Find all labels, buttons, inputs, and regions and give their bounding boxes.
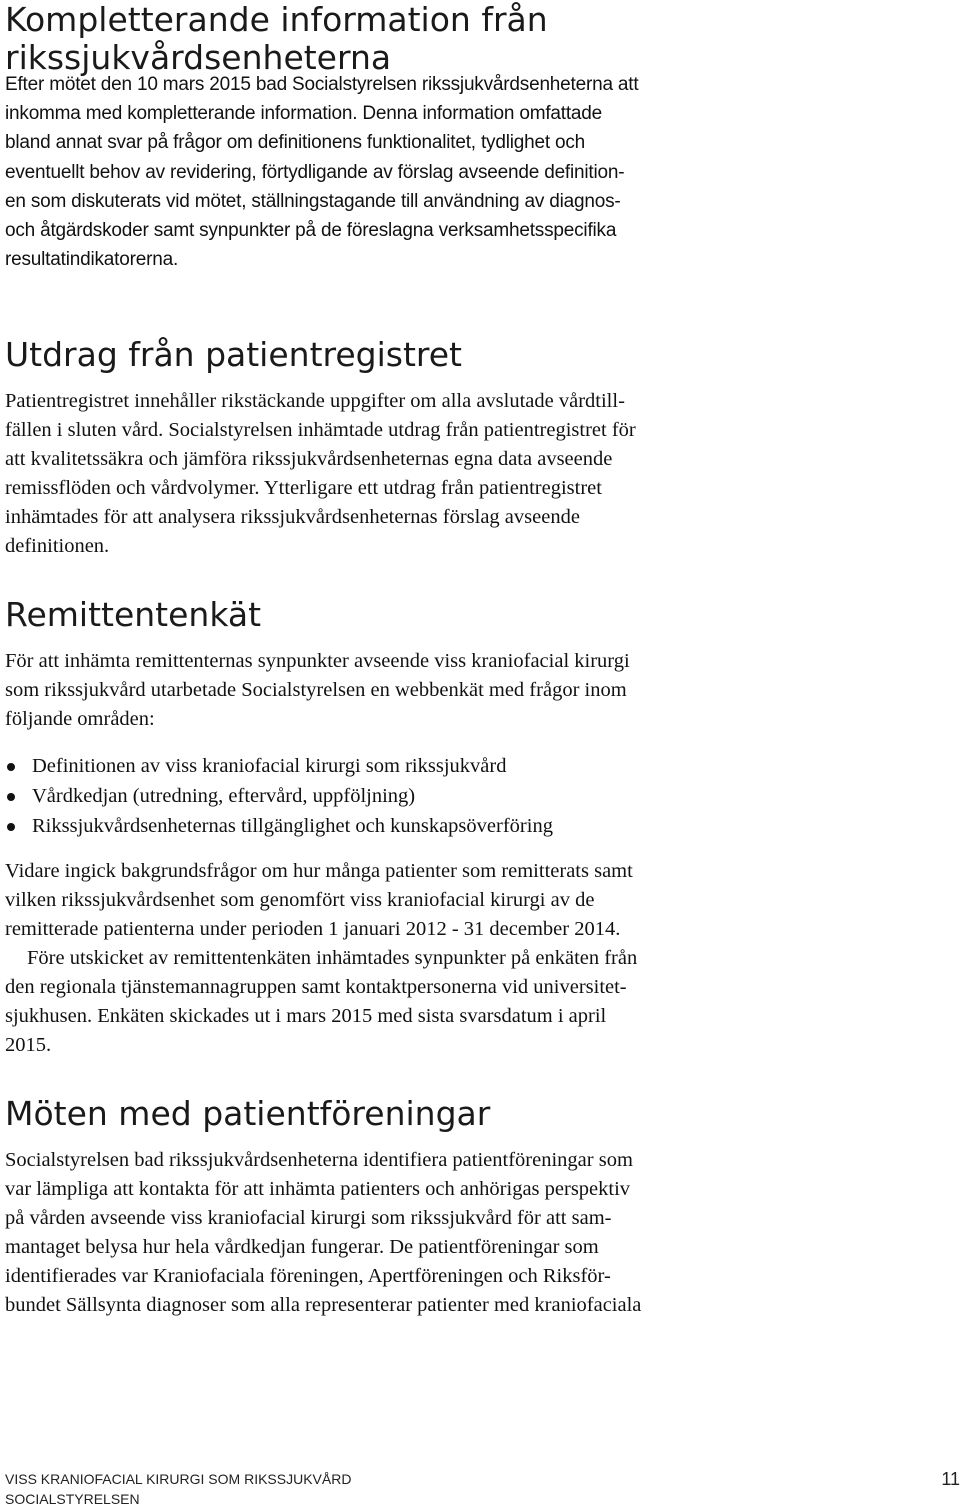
text-line: vilken rikssjukvårdsenhet som genomfört viss kraniofacial kirurgi av de <box>5 889 595 911</box>
text-line: bundet Sällsynta diagnoser som alla representerar patienter med kraniofaciala <box>5 1294 642 1316</box>
text-line: bland annat svar på frågor om definitionens funktionalitet, tydlighet och <box>5 132 586 154</box>
text-line: på vården avseende viss kraniofacial kirurgi som rikssjukvård för att sam- <box>5 1207 612 1229</box>
text-line: mantaget belysa hur hela vårdkedjan fungerar. De patientföreningar som <box>5 1236 599 1258</box>
text-line: Efter mötet den 10 mars 2015 bad Socialstyrelsen rikssjukvårdsenheterna att <box>5 74 639 95</box>
heading-moten-patientforeningar: Möten med patientföreningar <box>5 1094 491 1133</box>
text-line: fällen i sluten vård. Socialstyrelsen inhämtade utdrag från patientregistret för <box>5 419 636 441</box>
heading-remittentenkat: Remittentenkät <box>5 595 262 634</box>
bullet-icon <box>7 763 15 771</box>
text-line: sjukhusen. Enkäten skickades ut i mars 2015 med sista svarsdatum i april <box>5 1005 607 1027</box>
paragraph-remittentenkat-intro <box>5 647 765 734</box>
text-line: remitterade patienterna under perioden 1 januari 2012 - 31 december 2014. <box>5 918 621 940</box>
text-line: och åtgärdskoder samt synpunkter på de föreslagna verksamhetsspecifika <box>5 220 617 242</box>
bullet-list-omraden <box>5 751 553 841</box>
text-line: att kvalitetssäkra och jämföra rikssjukvårdsenheternas egna data avseende <box>5 448 613 470</box>
heading-kompletterande-information: Kompletterande information från rikssjukvårdsenheterna <box>5 0 548 77</box>
footer-organization: SOCIALSTYRELSEN <box>5 1491 140 1507</box>
text-line: följande områden: <box>5 708 155 730</box>
text-line: Före utskicket av remittentenkäten inhämtades synpunkter på enkäten från <box>27 947 638 969</box>
text-line: som rikssjukvård utarbetade Socialstyrelsen en webbenkät med frågor inom <box>5 679 627 701</box>
footer-document-title: VISS KRANIOFACIAL KIRURGI SOM RIKSSJUKVÅRD <box>5 1471 352 1487</box>
list-item <box>5 781 553 811</box>
text-line: identifierades var Kraniofaciala föreningen, Apertföreningen och Riksför- <box>5 1265 611 1287</box>
page-number: 11 <box>941 1469 960 1489</box>
list-item-text: Rikssjukvårdsenheternas tillgänglighet och kunskapsöverföring <box>32 815 553 837</box>
paragraph-vidare <box>5 857 765 944</box>
text-line: 2015. <box>5 1034 52 1056</box>
text-line: definitionen. <box>5 535 110 557</box>
heading-utdrag-patientregistret: Utdrag från patientregistret <box>5 335 462 374</box>
bullet-icon <box>7 793 15 801</box>
paragraph-fore-utskicket <box>5 944 765 1060</box>
list-item <box>5 751 553 781</box>
text-line: den regionala tjänstemannagruppen samt kontaktpersonerna vid universitet- <box>5 976 627 998</box>
list-item-text: Vårdkedjan (utredning, eftervård, uppföljning) <box>32 785 416 807</box>
text-line: eventuellt behov av revidering, förtydligande av förslag avseende definition- <box>5 161 625 183</box>
text-line: en som diskuterats vid mötet, ställningstagande till användning av diagnos- <box>5 190 621 212</box>
text-line: remissflöden och vårdvolymer. Ytterligare ett utdrag från patientregistret <box>5 477 602 499</box>
text-line: resultatindikatorerna. <box>5 249 179 271</box>
text-line: Patientregistret innehåller rikstäckande uppgifter om alla avslutade vårdtill- <box>5 390 625 412</box>
bullet-icon <box>7 823 15 831</box>
text-line: Vidare ingick bakgrundsfrågor om hur många patienter som remitterats samt <box>5 860 633 882</box>
list-item <box>5 811 553 841</box>
text-line: Socialstyrelsen bad rikssjukvårdsenheterna identifiera patientföreningar som <box>5 1149 633 1171</box>
list-item-text: Definitionen av viss kraniofacial kirurgi som rikssjukvård <box>32 755 507 777</box>
paragraph-kompletterande <box>5 70 765 274</box>
text-line: var lämpliga att kontakta för att inhämta patienters och anhörigas perspektiv <box>5 1178 631 1200</box>
text-line: inhämtades för att analysera rikssjukvårdsenheternas förslag avseende <box>5 506 580 528</box>
text-line: För att inhämta remittenternas synpunkter avseende viss kraniofacial kirurgi <box>5 650 630 672</box>
paragraph-moten <box>5 1146 765 1320</box>
text-line: inkomma med kompletterande information. Denna information omfattade <box>5 103 603 125</box>
paragraph-utdrag <box>5 387 765 561</box>
